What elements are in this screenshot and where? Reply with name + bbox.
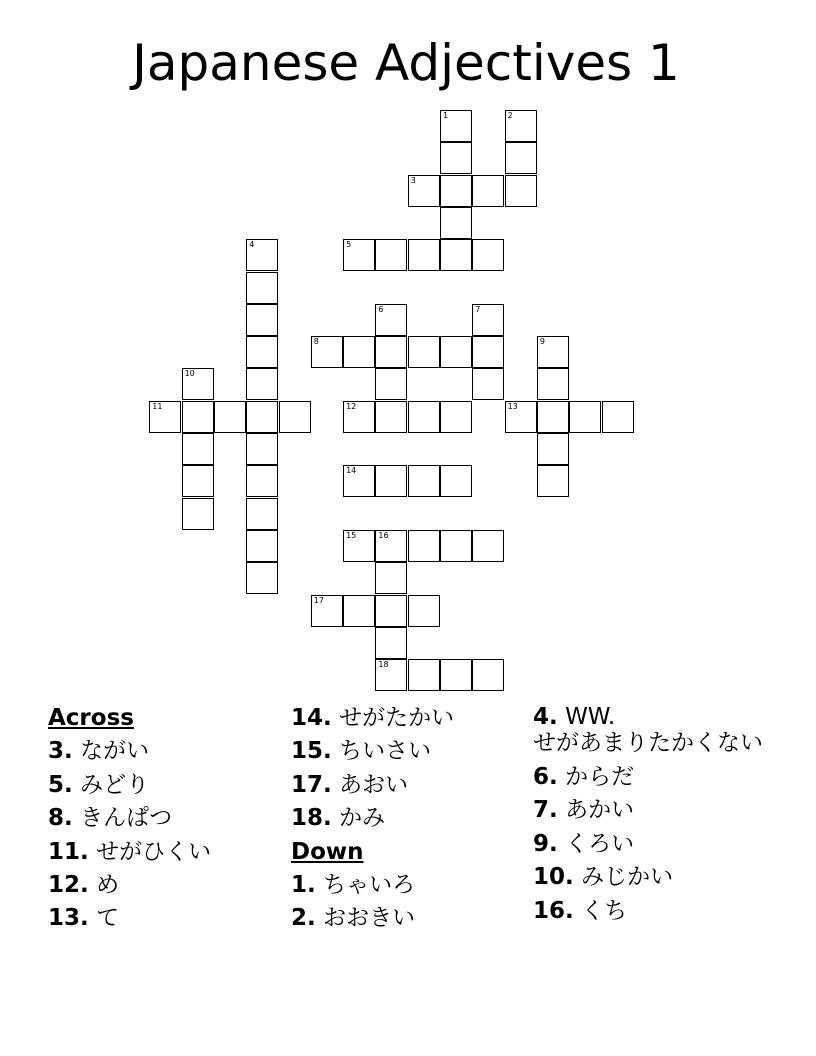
grid-cell[interactable] bbox=[440, 239, 472, 271]
grid-cell-14[interactable] bbox=[343, 465, 375, 497]
across-heading: Across bbox=[48, 705, 134, 731]
grid-cell[interactable] bbox=[408, 595, 440, 627]
grid-cell-11[interactable] bbox=[149, 401, 181, 433]
grid-cell[interactable] bbox=[472, 368, 504, 400]
grid-cell-10[interactable] bbox=[182, 368, 214, 400]
down-clue-16: 16. くち bbox=[533, 897, 628, 924]
clue-number: 16 bbox=[378, 530, 389, 540]
clue-column-3 bbox=[533, 702, 816, 928]
grid-cell[interactable] bbox=[440, 336, 472, 368]
grid-cell[interactable] bbox=[246, 368, 278, 400]
grid-cell[interactable] bbox=[246, 304, 278, 336]
grid-cell[interactable] bbox=[343, 595, 375, 627]
across-clue-14: 14. せがたかい bbox=[291, 705, 455, 731]
clue-number: 8 bbox=[313, 337, 319, 347]
grid-cell[interactable] bbox=[440, 207, 472, 239]
down-clue-10: 10. みじかい bbox=[533, 864, 674, 891]
grid-cell[interactable] bbox=[537, 401, 569, 433]
grid-cell-7[interactable] bbox=[472, 304, 504, 336]
grid-cell[interactable] bbox=[602, 401, 634, 433]
grid-cell[interactable] bbox=[246, 562, 278, 594]
clue-column-1 bbox=[48, 702, 211, 936]
down-clue-1: 1. ちゃいろ bbox=[291, 872, 416, 899]
grid-cell[interactable] bbox=[408, 659, 440, 691]
clue-number: 5 bbox=[346, 240, 352, 250]
clue-number: 13 bbox=[507, 401, 518, 411]
grid-cell-16[interactable] bbox=[375, 530, 407, 562]
grid-cell[interactable] bbox=[408, 401, 440, 433]
clue-number: 12 bbox=[346, 401, 357, 411]
clue-number: 14 bbox=[346, 466, 357, 476]
grid-cell[interactable] bbox=[246, 336, 278, 368]
grid-cell-8[interactable] bbox=[311, 336, 343, 368]
across-clue-5: 5. みどり bbox=[48, 771, 150, 798]
grid-cell[interactable] bbox=[440, 142, 472, 174]
down-clue-4: 4. WW. せがあまりたかくない bbox=[533, 704, 763, 756]
grid-cell[interactable] bbox=[375, 562, 407, 594]
grid-cell[interactable] bbox=[472, 659, 504, 691]
grid-cell-9[interactable] bbox=[537, 336, 569, 368]
grid-cell[interactable] bbox=[182, 401, 214, 433]
grid-cell-17[interactable] bbox=[311, 595, 343, 627]
grid-cell-2[interactable] bbox=[505, 110, 537, 142]
grid-cell[interactable] bbox=[408, 530, 440, 562]
clue-number: 11 bbox=[152, 401, 163, 411]
clue-number: 9 bbox=[539, 337, 545, 347]
clue-number: 2 bbox=[507, 111, 513, 120]
clue-number: 3 bbox=[410, 175, 416, 185]
clue-number: 6 bbox=[378, 304, 384, 314]
grid-cell[interactable] bbox=[375, 368, 407, 400]
down-clue-9: 9. くろい bbox=[533, 830, 635, 857]
grid-cell[interactable] bbox=[472, 530, 504, 562]
grid-cell[interactable] bbox=[537, 368, 569, 400]
grid-cell[interactable] bbox=[375, 336, 407, 368]
grid-cell-13[interactable] bbox=[505, 401, 537, 433]
grid-cell[interactable] bbox=[246, 401, 278, 433]
across-clue-15: 15. ちいさい bbox=[291, 738, 432, 765]
grid-cell[interactable] bbox=[246, 272, 278, 304]
grid-cell-18[interactable] bbox=[375, 659, 407, 691]
grid-cell[interactable] bbox=[472, 336, 504, 368]
grid-cell[interactable] bbox=[375, 465, 407, 497]
down-heading: Down bbox=[291, 838, 364, 865]
grid-cell[interactable] bbox=[375, 401, 407, 433]
grid-cell[interactable] bbox=[569, 401, 601, 433]
grid-cell[interactable] bbox=[246, 498, 278, 530]
grid-cell[interactable] bbox=[343, 336, 375, 368]
grid-cell[interactable] bbox=[375, 595, 407, 627]
grid-cell[interactable] bbox=[182, 498, 214, 530]
grid-cell[interactable] bbox=[472, 239, 504, 271]
puzzle-title: Japanese Adjectives 1 bbox=[132, 34, 680, 92]
across-clue-18: 18. かみ bbox=[291, 805, 386, 832]
grid-cell[interactable] bbox=[505, 142, 537, 174]
clue-number: 17 bbox=[313, 595, 324, 605]
grid-cell[interactable] bbox=[182, 465, 214, 497]
grid-cell[interactable] bbox=[246, 465, 278, 497]
grid-cell[interactable] bbox=[408, 336, 440, 368]
clue-number: 15 bbox=[346, 530, 357, 540]
grid-cell-6[interactable] bbox=[375, 304, 407, 336]
grid-cell-15[interactable] bbox=[343, 530, 375, 562]
clue-number: 7 bbox=[475, 304, 481, 314]
grid-cell-12[interactable] bbox=[343, 401, 375, 433]
grid-cell[interactable] bbox=[440, 465, 472, 497]
across-clue-3: 3. ながい bbox=[48, 738, 150, 765]
grid-cell[interactable] bbox=[375, 239, 407, 271]
grid-cell[interactable] bbox=[505, 175, 537, 207]
grid-cell-3[interactable] bbox=[408, 175, 440, 207]
grid-cell[interactable] bbox=[440, 659, 472, 691]
clue-number: 4 bbox=[249, 240, 255, 250]
grid-cell-1[interactable] bbox=[440, 110, 472, 142]
across-clue-13: 13. て bbox=[48, 905, 120, 932]
clue-number: 1 bbox=[443, 111, 449, 120]
across-clue-12: 12. め bbox=[48, 872, 120, 899]
grid-cell[interactable] bbox=[537, 465, 569, 497]
down-clue-2: 2. おおきい bbox=[291, 905, 416, 932]
across-clue-8: 8. きんぱつ bbox=[48, 805, 173, 832]
grid-cell[interactable] bbox=[472, 175, 504, 207]
grid-cell[interactable] bbox=[375, 627, 407, 659]
grid-cell[interactable] bbox=[246, 433, 278, 465]
grid-cell[interactable] bbox=[182, 433, 214, 465]
grid-cell[interactable] bbox=[537, 433, 569, 465]
grid-cell[interactable] bbox=[408, 465, 440, 497]
grid-cell[interactable] bbox=[408, 239, 440, 271]
grid-cell-5[interactable] bbox=[343, 239, 375, 271]
clue-number: 10 bbox=[184, 369, 195, 379]
down-clue-6: 6. からだ bbox=[533, 764, 635, 790]
across-clue-17: 17. あおい bbox=[291, 771, 409, 798]
grid-cell[interactable] bbox=[440, 530, 472, 562]
grid-cell[interactable] bbox=[440, 401, 472, 433]
grid-cell[interactable] bbox=[279, 401, 311, 433]
clue-column-2 bbox=[291, 702, 454, 936]
grid-cell[interactable] bbox=[440, 175, 472, 207]
across-clue-11: 11. せがひくい bbox=[48, 838, 212, 865]
clue-number: 18 bbox=[378, 660, 389, 670]
grid-cell-4[interactable] bbox=[246, 239, 278, 271]
down-clue-7: 7. あかい bbox=[533, 797, 635, 824]
grid-cell[interactable] bbox=[214, 401, 246, 433]
grid-cell[interactable] bbox=[246, 530, 278, 562]
